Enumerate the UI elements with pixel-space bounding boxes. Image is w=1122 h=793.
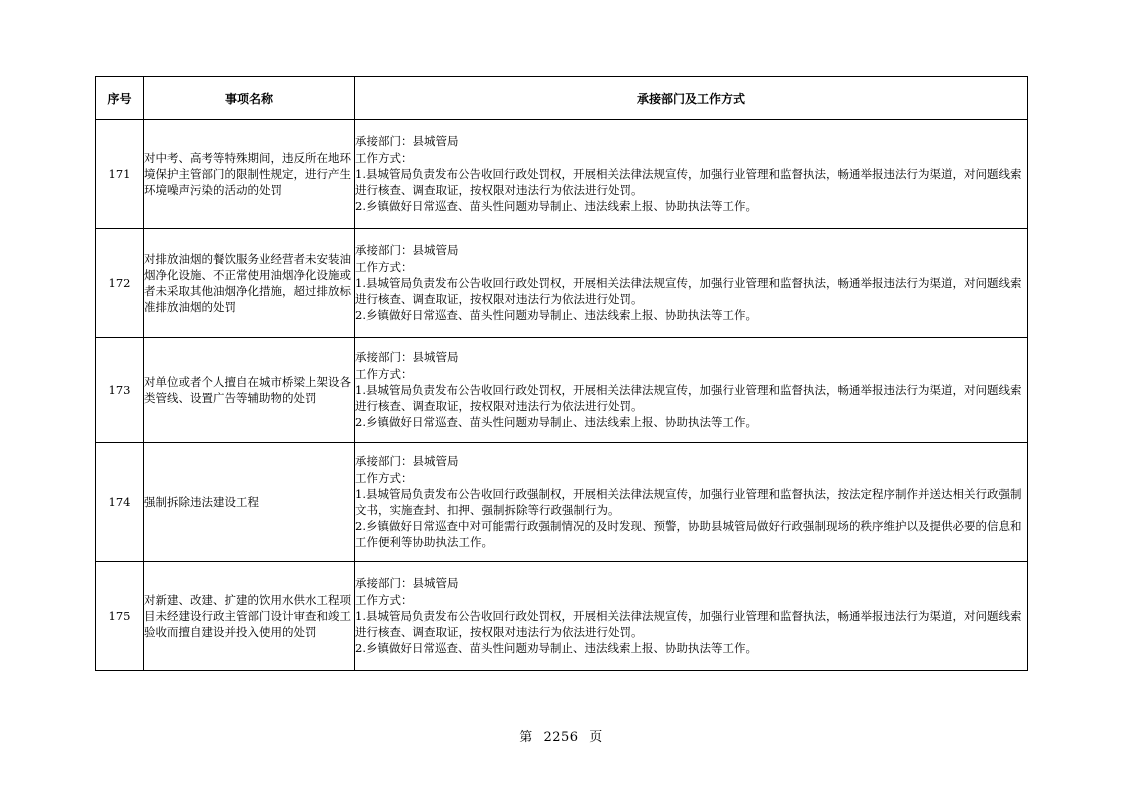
department-method-cell: [355, 120, 1028, 229]
page-suffix: 页: [589, 730, 603, 745]
table-row: [96, 338, 1028, 443]
department-method-cell: [355, 229, 1028, 338]
row-number: 172: [96, 229, 144, 338]
page-number: 2256: [543, 730, 579, 745]
header-serial-number: 序号: [96, 77, 144, 120]
department-method-cell: [355, 562, 1028, 671]
method-item-2: 2.乡镇做好日常巡查中对可能需行政强制情况的及时发现、预警，协助县城管局做好行政强制现场的秩序维护以及提供必要的信息和工作便利等协助执法工作。: [355, 519, 1022, 550]
method-item-1: 1.县城管局负责发布公告收回行政强制权，开展相关法律法规宣传，加强行业管理和监督执法，按法定程序制作并送达相关行政强制文书，实施查封、扣押、强制拆除等行政强制行为。: [355, 486, 1022, 517]
matter-name: 对排放油烟的餐饮服务业经营者未安装油烟净化设施、不正常使用油烟净化设施或者未采取其他油烟净化措施，超过排放标准排放油烟的处罚: [144, 229, 355, 338]
method-item-1: 1.县城管局负责发布公告收回行政处罚权，开展相关法律法规宣传，加强行业管理和监督执法，畅通举报违法行为渠道，对问题线索进行核查、调查取证，按权限对违法行为依法进行处罚。: [355, 275, 1022, 307]
department-line: 承接部门：县城管局: [355, 134, 459, 149]
table-row: [96, 562, 1028, 671]
department-line: 承接部门：县城管局: [355, 454, 459, 469]
department-method-cell: [355, 443, 1028, 562]
matter-name: 对中考、高考等特殊期间，违反所在地环境保护主管部门的限制性规定，进行产生环境噪声污染的活动的处罚: [144, 120, 355, 229]
table-row: [96, 229, 1028, 338]
method-item-1: 1.县城管局负责发布公告收回行政处罚权，开展相关法律法规宣传，加强行业管理和监督执法，畅通举报违法行为渠道，对问题线索进行核查、调查取证，按权限对违法行为依法进行处罚。: [355, 166, 1022, 198]
table-header-row: [96, 77, 1028, 120]
method-item-1: 1.县城管局负责发布公告收回行政处罚权，开展相关法律法规宣传，加强行业管理和监督执法，畅通举报违法行为渠道，对问题线索进行核查、调查取证，按权限对违法行为依法进行处罚。: [355, 382, 1022, 414]
page-prefix: 第: [519, 730, 533, 745]
header-matter-name: 事项名称: [144, 77, 355, 120]
header-department-method: 承接部门及工作方式: [355, 77, 1028, 120]
method-label: 工作方式：: [355, 470, 413, 485]
row-number: 173: [96, 338, 144, 443]
row-number: 174: [96, 443, 144, 562]
method-label: 工作方式：: [355, 592, 413, 607]
table-row: [96, 120, 1028, 229]
table-row: [96, 443, 1028, 562]
row-number: 175: [96, 562, 144, 671]
method-label: 工作方式：: [355, 150, 413, 165]
method-item-2: 2.乡镇做好日常巡查、苗头性问题劝导制止、违法线索上报、协助执法等工作。: [355, 641, 757, 656]
matter-name: 强制拆除违法建设工程: [144, 443, 355, 562]
department-method-cell: [355, 338, 1028, 443]
department-line: 承接部门：县城管局: [355, 350, 459, 365]
matter-name: 对新建、改建、扩建的饮用水供水工程项目未经建设行政主管部门设计审查和竣工验收而擅自建设并投入使用的处罚: [144, 562, 355, 671]
matters-table: [95, 76, 1028, 671]
department-line: 承接部门：县城管局: [355, 243, 459, 258]
page-footer: [0, 726, 1122, 745]
method-label: 工作方式：: [355, 259, 413, 274]
department-line: 承接部门：县城管局: [355, 576, 459, 591]
method-label: 工作方式：: [355, 366, 413, 381]
method-item-1: 1.县城管局负责发布公告收回行政处罚权，开展相关法律法规宣传，加强行业管理和监督执法，畅通举报违法行为渠道，对问题线索进行核查、调查取证，按权限对违法行为依法进行处罚。: [355, 608, 1022, 640]
row-number: 171: [96, 120, 144, 229]
method-item-2: 2.乡镇做好日常巡查、苗头性问题劝导制止、违法线索上报、协助执法等工作。: [355, 415, 757, 430]
matter-name: 对单位或者个人擅自在城市桥梁上架设各类管线、设置广告等辅助物的处罚: [144, 338, 355, 443]
method-item-2: 2.乡镇做好日常巡查、苗头性问题劝导制止、违法线索上报、协助执法等工作。: [355, 308, 757, 323]
method-item-2: 2.乡镇做好日常巡查、苗头性问题劝导制止、违法线索上报、协助执法等工作。: [355, 199, 757, 214]
